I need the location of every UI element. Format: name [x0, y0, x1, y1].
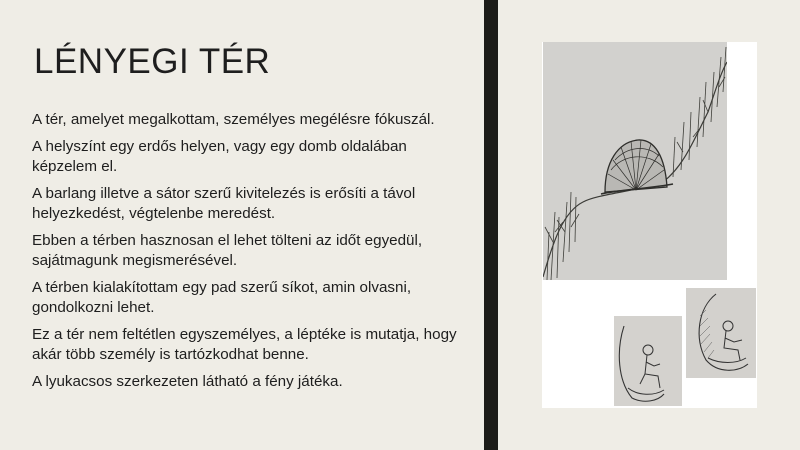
paragraph-6: Ez a tér nem feltétlen egyszemélyes, a léptéke is mutatja, hogy akár több személy is tartózkodhat benne.	[32, 326, 457, 363]
sketch-seated-figure-image	[614, 316, 682, 406]
body-text-list	[32, 110, 472, 399]
sketch-hillside-shelter-image	[543, 42, 727, 280]
sketch-figure-in-shell-image	[686, 288, 756, 378]
paragraph-7: A lyukacsos szerkezeten látható a fény játéka.	[32, 373, 343, 390]
vertical-divider-bar	[484, 0, 498, 450]
paragraph-3: A barlang illetve a sátor szerű kivitelezés is erősíti a távol helyezkedést, végtelenbe meredést.	[32, 185, 416, 222]
slide-title: LÉNYEGI TÉR	[34, 42, 271, 81]
paragraph-2: A helyszínt egy erdős helyen, vagy egy domb oldalában képzelem el.	[32, 138, 407, 175]
paragraph-4: Ebben a térben hasznosan el lehet tölteni az időt egyedül, sajátmagunk megismerésével.	[32, 232, 423, 269]
paragraph-5: A térben kialakítottam egy pad szerű síkot, amin olvasni, gondolkozni lehet.	[32, 279, 412, 316]
paragraph-1: A tér, amelyet megalkottam, személyes megélésre fókuszál.	[32, 111, 435, 128]
